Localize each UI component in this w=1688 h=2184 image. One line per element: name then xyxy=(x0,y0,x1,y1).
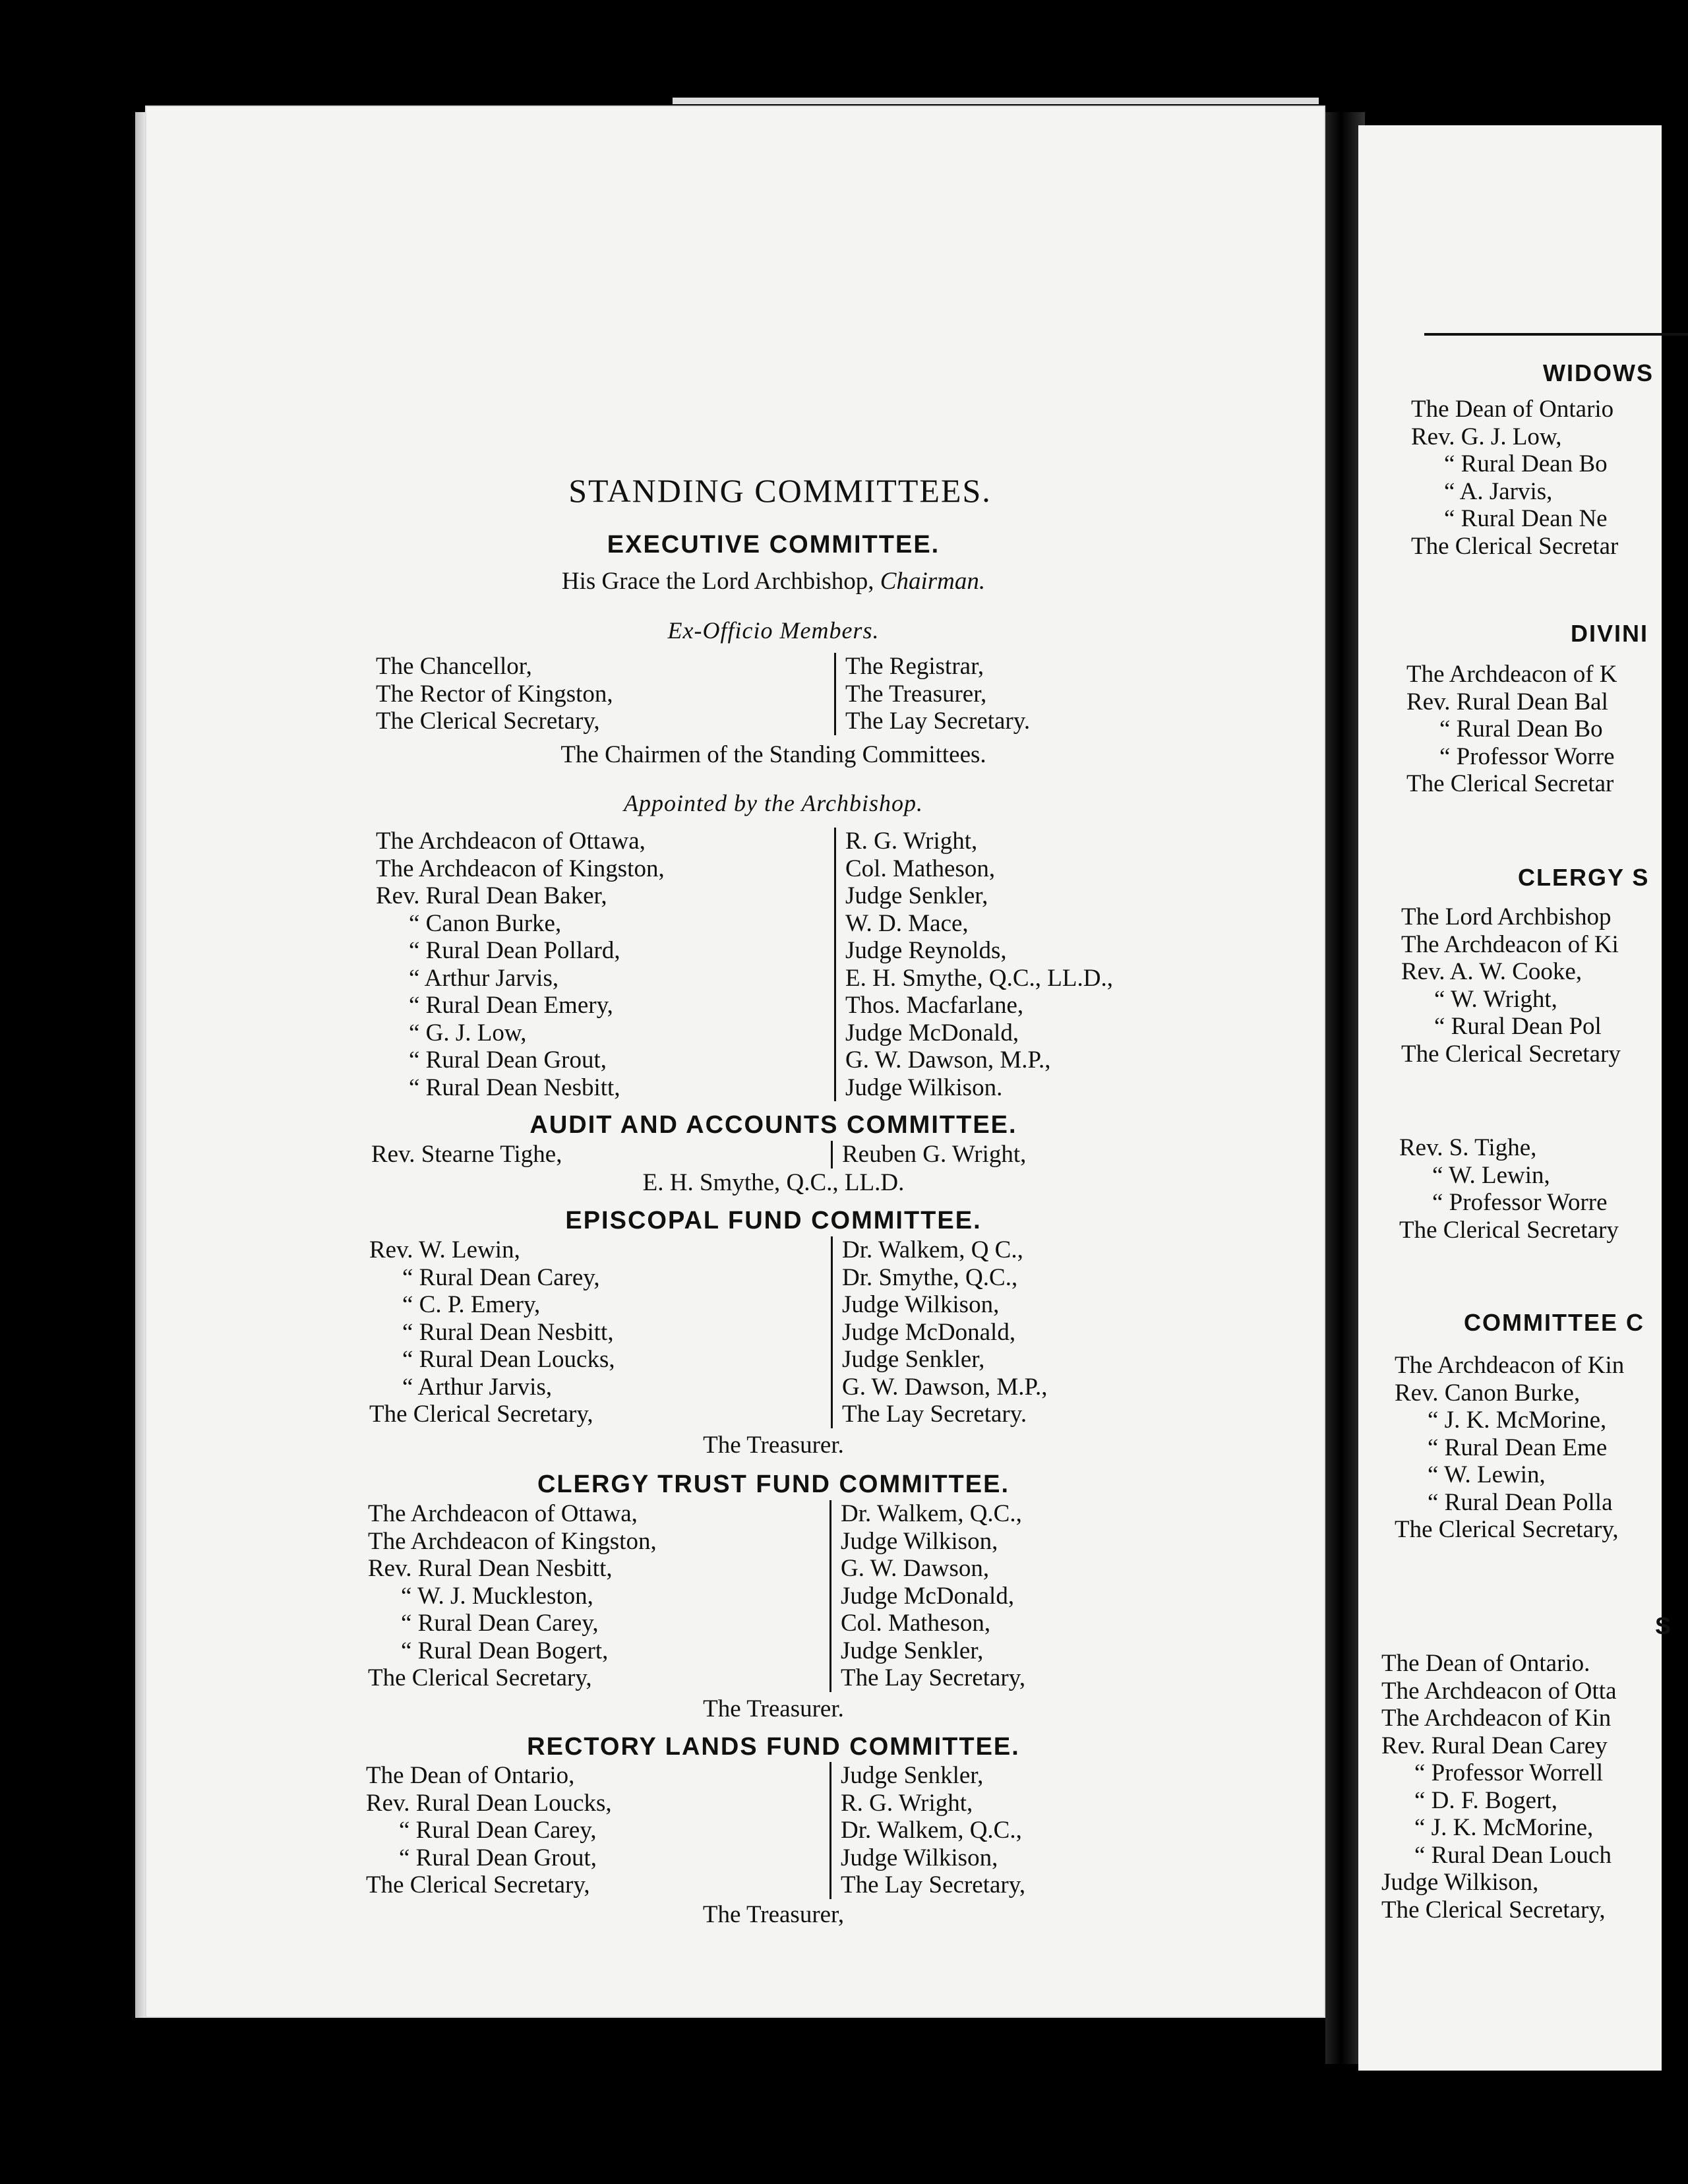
executive-chair-role: Chairman. xyxy=(880,568,986,595)
member-line: The Clerical Secretary, xyxy=(376,708,600,735)
member-line: The Rector of Kingston, xyxy=(376,680,613,708)
episcopal-right-column xyxy=(831,1236,1047,1428)
appointed-heading: Appointed by the Archbishop. xyxy=(624,790,923,816)
member-line: Col. Matheson, xyxy=(845,855,996,882)
committee-list xyxy=(1395,1352,1624,1544)
member-line: Rev. Rural Dean Baker, xyxy=(376,882,607,909)
widows-heading: WIDOWS xyxy=(1543,359,1654,386)
member-line: The Archdeacon of Ottawa, xyxy=(376,828,646,855)
right-page xyxy=(1358,125,1673,2071)
member-line: “ Arthur Jarvis, xyxy=(409,964,559,992)
member-line: Judge Wilkison, xyxy=(841,1844,998,1871)
member-line: Rev. S. Tighe, xyxy=(1399,1134,1537,1161)
member-line: “ Rural Dean Pol xyxy=(1434,1013,1602,1040)
member-line: “ Professor Worrell xyxy=(1414,1759,1604,1786)
clergy-trust-heading: CLERGY TRUST FUND COMMITTEE. xyxy=(537,1471,1010,1498)
member-line: “ J. K. McMorine, xyxy=(1428,1407,1607,1434)
member-line: Judge Senkler, xyxy=(841,1762,984,1789)
audit-heading: AUDIT AND ACCOUNTS COMMITTEE. xyxy=(529,1111,1017,1139)
left-page xyxy=(145,106,1325,2018)
member-line: The Clerical Secretary, xyxy=(366,1871,590,1898)
rectory-right-column xyxy=(829,1762,1025,1899)
member-line: “ Rural Dean Grout, xyxy=(399,1844,597,1871)
member-line: The Clerical Secretar xyxy=(1411,532,1619,560)
member-line: Judge Wilkison, xyxy=(841,1527,998,1555)
member-line: “ Rural Dean Loucks, xyxy=(402,1346,615,1373)
divinity-list xyxy=(1406,661,1617,798)
member-line: The Archdeacon of Kin xyxy=(1381,1705,1612,1732)
committee-heading: COMMITTEE C xyxy=(1464,1309,1644,1336)
member-line: Dr. Walkem, Q.C., xyxy=(841,1500,1022,1527)
member-line: “ Rural Dean Carey, xyxy=(402,1263,600,1291)
clergy-trust-center: The Treasurer. xyxy=(703,1695,844,1722)
clergy-heading: CLERGY S xyxy=(1518,864,1650,891)
member-line: Rev. G. J. Low, xyxy=(1411,423,1562,450)
executive-heading: EXECUTIVE COMMITTEE. xyxy=(607,531,940,559)
member-line: “ W. Lewin, xyxy=(1432,1161,1550,1189)
ex-officio-left-column xyxy=(376,653,613,735)
member-line: “ Rural Dean Bo xyxy=(1439,715,1603,743)
appointed-left-column xyxy=(376,828,665,1101)
audit-center: E. H. Smythe, Q.C., LL.D. xyxy=(642,1169,905,1196)
ex-officio-right-column xyxy=(834,653,1030,735)
member-line: “ Rural Dean Nesbitt, xyxy=(402,1318,614,1346)
member-line: “ Rural Dean Pollard, xyxy=(409,937,620,964)
member-line: Col. Matheson, xyxy=(841,1610,991,1637)
member-line: “ Rural Dean Grout, xyxy=(409,1046,607,1074)
clergy-list xyxy=(1401,903,1621,1068)
member-line: “ A. Jarvis, xyxy=(1444,477,1553,505)
member-line: “ Professor Worre xyxy=(1432,1189,1608,1216)
member-line: “ Rural Dean Carey, xyxy=(401,1610,599,1637)
member-line: Rev. Rural Dean Loucks, xyxy=(366,1789,612,1817)
member-line: The Clerical Secretary xyxy=(1401,1040,1621,1068)
member-line: Rev. Rural Dean Carey xyxy=(1381,1732,1608,1759)
member-line: The Chancellor, xyxy=(376,653,532,680)
member-line: Rev. Canon Burke, xyxy=(1395,1379,1581,1407)
member-line: Judge Wilkison, xyxy=(1381,1869,1539,1896)
member-line: “ W. J. Muckleston, xyxy=(401,1582,593,1610)
member-line: The Archdeacon of K xyxy=(1406,661,1617,688)
member-line: Dr. Walkem, Q.C., xyxy=(841,1817,1022,1844)
member-line: “ Rural Dean Emery, xyxy=(409,992,613,1019)
member-line: The Dean of Ontario, xyxy=(366,1762,575,1789)
member-line: The Archdeacon of Kingston, xyxy=(376,855,665,882)
member-line: The Archdeacon of Otta xyxy=(1381,1677,1617,1705)
episcopal-left-column xyxy=(369,1236,615,1428)
member-line: “ Rural Dean Louch xyxy=(1414,1841,1612,1869)
member-line: “ Rural Dean Bogert, xyxy=(401,1637,609,1664)
member-line: “ Rural Dean Eme xyxy=(1428,1434,1608,1461)
member-line: The Lord Archbishop xyxy=(1401,903,1612,930)
member-line: The Clerical Secretar xyxy=(1406,770,1614,797)
member-line: Rev. Stearne Tighe, xyxy=(371,1141,562,1168)
clergy-trust-left-column xyxy=(368,1500,657,1692)
member-line: The Dean of Ontario xyxy=(1411,396,1614,423)
executive-chair-text: His Grace the Lord Archbishop, xyxy=(561,568,880,595)
member-line: “ D. F. Bogert, xyxy=(1414,1786,1557,1814)
ex-officio-heading: Ex-Officio Members. xyxy=(667,617,880,644)
member-line: R. G. Wright, xyxy=(841,1789,973,1817)
audit-right-column xyxy=(831,1141,1026,1168)
member-line: The Archdeacon of Ottawa, xyxy=(368,1500,638,1527)
divinity-heading: DIVINI xyxy=(1571,620,1649,647)
member-line: The Treasurer, xyxy=(845,680,987,708)
member-line: Judge Wilkison, xyxy=(842,1291,1000,1318)
rectory-center: The Treasurer, xyxy=(702,1901,845,1928)
member-line: Rev. Rural Dean Bal xyxy=(1406,688,1608,715)
member-line: “ W. Wright, xyxy=(1434,985,1557,1013)
rectory-heading: RECTORY LANDS FUND COMMITTEE. xyxy=(527,1733,1020,1761)
member-line: Judge Wilkison. xyxy=(845,1074,1003,1101)
s-heading: S xyxy=(1655,1612,1673,1639)
top-rule xyxy=(1424,333,1688,336)
member-line: “ C. P. Emery, xyxy=(402,1291,541,1318)
member-line: “ W. Lewin, xyxy=(1428,1461,1546,1488)
member-line: The Archdeacon of Kin xyxy=(1395,1352,1625,1379)
member-line: Judge Senkler, xyxy=(845,882,988,909)
member-line: The Registrar, xyxy=(845,653,984,680)
member-line: E. H. Smythe, Q.C., LL.D., xyxy=(845,964,1113,992)
member-line: The Archdeacon of Kingston, xyxy=(368,1527,657,1555)
member-line: “ Rural Dean Polla xyxy=(1428,1488,1613,1516)
member-line: The Clerical Secretary, xyxy=(369,1401,593,1428)
member-line: Dr. Walkem, Q C., xyxy=(842,1236,1023,1263)
page-title: STANDING COMMITTEES. xyxy=(568,472,992,509)
member-line: “ Canon Burke, xyxy=(409,909,562,937)
tighe-list xyxy=(1399,1134,1619,1244)
member-line: “ Arthur Jarvis, xyxy=(402,1373,553,1401)
member-line: Judge McDonald, xyxy=(841,1582,1015,1610)
member-line: The Lay Secretary. xyxy=(842,1401,1027,1428)
member-line: The Clerical Secretary xyxy=(1399,1216,1619,1244)
member-line: “ Rural Dean Ne xyxy=(1444,505,1608,532)
widows-list xyxy=(1411,396,1618,560)
member-line: “ G. J. Low, xyxy=(409,1019,527,1046)
member-line: Reuben G. Wright, xyxy=(842,1141,1027,1168)
rectory-left-column xyxy=(366,1762,612,1899)
member-line: Judge McDonald, xyxy=(845,1019,1019,1046)
member-line: Dr. Smythe, Q.C., xyxy=(842,1263,1018,1291)
member-line: The Clerical Secretary, xyxy=(1395,1516,1619,1543)
member-line: “ Rural Dean Bo xyxy=(1444,450,1608,477)
member-line: G. W. Dawson, M.P., xyxy=(845,1046,1051,1074)
member-line: W. D. Mace, xyxy=(845,909,969,937)
member-line: The Archdeacon of Ki xyxy=(1401,930,1619,958)
member-line: Judge McDonald, xyxy=(842,1318,1016,1346)
executive-chair xyxy=(183,567,1364,595)
member-line: The Clerical Secretary, xyxy=(1381,1896,1606,1924)
member-line: The Lay Secretary, xyxy=(841,1664,1026,1691)
member-line: R. G. Wright, xyxy=(845,828,978,855)
member-line: Rev. A. W. Cooke, xyxy=(1401,958,1582,985)
episcopal-center: The Treasurer. xyxy=(703,1432,844,1459)
chairmen-line: The Chairmen of the Standing Committees. xyxy=(560,741,986,768)
member-line: Judge Reynolds, xyxy=(845,937,1007,964)
member-line: Judge Senkler, xyxy=(841,1637,984,1664)
member-line: G. W. Dawson, M.P., xyxy=(842,1373,1048,1401)
member-line: “ Rural Dean Carey, xyxy=(399,1817,597,1844)
page-top-edge xyxy=(673,98,1319,104)
member-line: G. W. Dawson, xyxy=(841,1555,990,1582)
member-line: Rev. Rural Dean Nesbitt, xyxy=(368,1555,613,1582)
member-line: The Dean of Ontario. xyxy=(1381,1650,1590,1677)
member-line: The Clerical Secretary, xyxy=(368,1664,592,1691)
member-line: “ J. K. McMorine, xyxy=(1414,1814,1594,1841)
clergy-trust-right-column xyxy=(829,1500,1025,1692)
member-line: Thos. Macfarlane, xyxy=(845,992,1024,1019)
member-line: Judge Senkler, xyxy=(842,1346,985,1373)
appointed-right-column xyxy=(834,828,1113,1101)
member-line: “ Professor Worre xyxy=(1439,743,1615,770)
s-list xyxy=(1381,1650,1617,1924)
member-line: “ Rural Dean Nesbitt, xyxy=(409,1074,620,1101)
member-line: Rev. W. Lewin, xyxy=(369,1236,520,1263)
member-line: The Lay Secretary. xyxy=(845,708,1031,735)
member-line: The Lay Secretary, xyxy=(841,1871,1026,1898)
episcopal-heading: EPISCOPAL FUND COMMITTEE. xyxy=(565,1207,982,1234)
audit-left-column xyxy=(371,1141,562,1168)
